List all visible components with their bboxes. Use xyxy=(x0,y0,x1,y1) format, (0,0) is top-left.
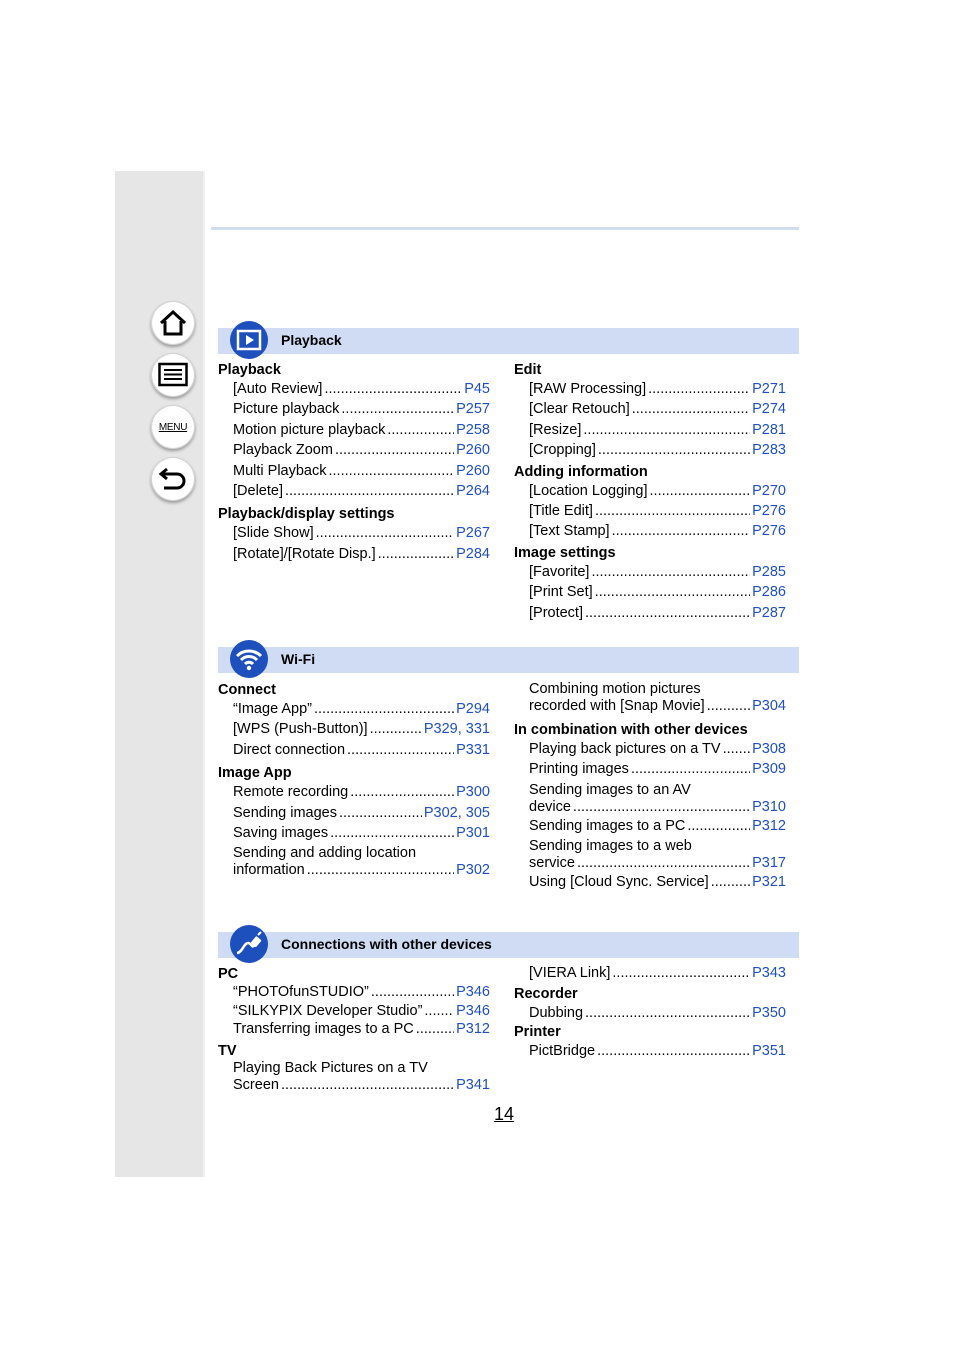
dot-leader xyxy=(595,501,750,521)
toc-entry[interactable] xyxy=(233,481,490,501)
dot-leader xyxy=(707,698,750,715)
entry-label: [Clear Retouch] xyxy=(529,401,630,418)
entry-label: Remote recording xyxy=(233,784,349,801)
dot-leader xyxy=(281,1077,454,1094)
toc-entry[interactable] xyxy=(529,963,786,983)
page-link[interactable]: P258 xyxy=(456,421,490,438)
dot-leader xyxy=(583,420,750,440)
dot-leader xyxy=(612,963,750,983)
entry-label: [VIERA Link] xyxy=(529,965,611,981)
toc-entry[interactable] xyxy=(233,420,490,440)
page-link[interactable]: P257 xyxy=(456,401,490,418)
entry-label: Sending images to a PC xyxy=(529,817,686,834)
toc-entry[interactable] xyxy=(233,845,490,879)
entry-label: [Auto Review] xyxy=(233,381,323,397)
entry-label: Direct connection xyxy=(233,741,346,758)
entry-label: Sending images to an AV xyxy=(529,781,691,798)
toc-entry[interactable] xyxy=(529,562,786,582)
group-heading: Connect xyxy=(218,682,276,698)
section-band-wifi xyxy=(218,647,799,673)
dot-leader xyxy=(585,1003,750,1023)
dot-leader xyxy=(650,481,751,501)
dot-leader xyxy=(687,816,750,836)
group-heading: TV xyxy=(218,1042,237,1059)
page-link[interactable]: P260 xyxy=(456,462,490,479)
toc-entry[interactable] xyxy=(233,440,490,460)
page-link[interactable]: P287 xyxy=(752,604,786,621)
page-link[interactable]: P276 xyxy=(752,502,786,519)
page-link[interactable]: P260 xyxy=(456,442,490,459)
wifi-icon xyxy=(230,640,268,678)
page-link[interactable]: P286 xyxy=(752,584,786,601)
dot-leader xyxy=(723,739,751,759)
entry-label: [Text Stamp] xyxy=(529,523,610,540)
entry-label: Playing Back Pictures on a TV xyxy=(233,1059,428,1076)
entry-label: Sending images xyxy=(233,804,337,821)
toc-entry[interactable] xyxy=(233,461,490,481)
entry-label: [Delete] xyxy=(233,482,283,499)
playback-right-column xyxy=(514,359,786,623)
entry-label: [Title Edit] xyxy=(529,502,593,519)
dot-leader xyxy=(285,481,454,501)
group-heading: In combination with other devices xyxy=(514,722,748,738)
connections-right-column xyxy=(514,963,786,1062)
menu-label: MENU xyxy=(158,421,188,433)
entry-label: recorded with [Snap Movie] xyxy=(529,698,705,714)
dot-leader xyxy=(316,523,455,543)
toc-entry[interactable] xyxy=(233,782,490,802)
page-link[interactable]: P308 xyxy=(752,741,786,757)
toc-entry[interactable] xyxy=(529,582,786,602)
page-link[interactable]: P270 xyxy=(752,482,786,499)
toc-entry[interactable] xyxy=(233,1060,490,1094)
entry-label: Playback Zoom xyxy=(233,442,333,459)
entry-label: “Image App” xyxy=(233,701,312,717)
toc-entry[interactable] xyxy=(529,872,786,892)
toc-entry[interactable] xyxy=(529,379,786,399)
page-link[interactable]: P351 xyxy=(752,1043,786,1060)
section-band-connections xyxy=(218,932,799,958)
section-band-playback xyxy=(218,328,799,354)
entry-label: [Protect] xyxy=(529,604,583,621)
entry-label: Using [Cloud Sync. Service] xyxy=(529,874,709,891)
page-link[interactable]: P350 xyxy=(752,1005,786,1021)
section-title: Wi-Fi xyxy=(281,651,316,667)
page-link[interactable]: P264 xyxy=(456,482,490,499)
page-link[interactable]: P283 xyxy=(752,442,786,459)
dot-leader xyxy=(378,544,454,564)
section-title: Playback xyxy=(281,332,342,348)
header-rule xyxy=(211,227,799,230)
toc-entry[interactable] xyxy=(529,603,786,623)
page-link[interactable]: P346 xyxy=(456,1002,490,1019)
group-heading: Image settings xyxy=(514,544,616,561)
group-heading: Edit xyxy=(514,362,542,378)
group-heading: Image App xyxy=(218,765,292,782)
connections-left-column xyxy=(218,963,490,1094)
page-link[interactable]: P285 xyxy=(752,563,786,580)
dot-leader xyxy=(314,699,454,719)
dot-leader xyxy=(573,799,750,816)
dot-leader xyxy=(585,603,750,623)
page-link[interactable]: P309 xyxy=(752,761,786,778)
dot-leader xyxy=(631,759,750,779)
page-link[interactable]: P302, 305 xyxy=(423,804,490,821)
page-link[interactable]: P302 xyxy=(456,862,490,879)
entry-label: “PHOTOfunSTUDIO” xyxy=(233,984,369,1000)
page-link[interactable]: P45 xyxy=(464,381,490,397)
dot-leader xyxy=(307,862,454,879)
entry-label: Printing images xyxy=(529,761,629,778)
toc-entry[interactable] xyxy=(529,481,786,501)
toc-entry[interactable] xyxy=(529,759,786,779)
toc-entry[interactable] xyxy=(233,740,490,760)
group-heading: Playback xyxy=(218,362,281,378)
toc-entry[interactable] xyxy=(233,379,490,399)
entry-label: Screen xyxy=(233,1076,279,1093)
page-link[interactable]: P310 xyxy=(752,798,786,815)
page-link[interactable]: P294 xyxy=(456,701,490,717)
connection-plug-icon xyxy=(230,925,268,963)
dot-leader xyxy=(371,983,454,1002)
dot-leader xyxy=(598,440,750,460)
toc-entry[interactable] xyxy=(233,544,490,564)
page-number: 14 xyxy=(494,1104,515,1124)
toc-entry[interactable] xyxy=(529,501,786,521)
entry-label: PictBridge xyxy=(529,1043,596,1060)
home-icon xyxy=(158,308,188,338)
entry-label: Multi Playback xyxy=(233,462,327,479)
entry-label: Transferring images to a PC xyxy=(233,1021,414,1037)
page-link[interactable]: P317 xyxy=(752,855,786,872)
toc-entry[interactable] xyxy=(233,719,490,739)
contents-button[interactable] xyxy=(151,353,195,397)
toc-entry[interactable] xyxy=(233,803,490,823)
dot-leader xyxy=(341,399,454,419)
page-link[interactable]: P300 xyxy=(456,784,490,801)
dot-leader xyxy=(328,461,454,481)
toc-entry[interactable] xyxy=(529,1003,786,1023)
dot-leader xyxy=(591,562,750,582)
dot-leader xyxy=(339,803,422,823)
entry-label: [Resize] xyxy=(529,421,582,438)
page-link[interactable]: P346 xyxy=(456,984,490,1000)
toc-entry[interactable] xyxy=(529,399,786,419)
toc-entry[interactable] xyxy=(233,823,490,843)
entry-label: Saving images xyxy=(233,824,329,841)
toc-entry[interactable] xyxy=(529,739,786,759)
entry-label: [Slide Show] xyxy=(233,525,314,542)
wifi-right-column xyxy=(514,681,786,893)
entry-label: [Favorite] xyxy=(529,563,590,580)
toc-entry[interactable] xyxy=(233,523,490,543)
page-link[interactable]: P267 xyxy=(456,525,490,542)
dot-leader xyxy=(595,582,750,602)
dot-leader xyxy=(632,399,750,419)
page-link[interactable]: P274 xyxy=(752,401,786,418)
group-heading: Recorder xyxy=(514,986,578,1002)
dot-leader xyxy=(424,1002,454,1021)
page-link[interactable]: P312 xyxy=(456,1021,490,1037)
page-link[interactable]: P341 xyxy=(456,1076,490,1093)
entry-label: [Rotate]/[Rotate Disp.] xyxy=(233,545,376,562)
dot-leader xyxy=(370,719,422,739)
entry-label: [Print Set] xyxy=(529,584,593,601)
entry-label: Combining motion pictures xyxy=(529,681,701,697)
toc-entry[interactable] xyxy=(529,838,786,872)
toc-entry[interactable] xyxy=(233,1020,490,1039)
group-heading: Playback/display settings xyxy=(218,506,395,523)
dot-leader xyxy=(387,420,454,440)
dot-leader xyxy=(612,521,751,541)
entry-label: information xyxy=(233,862,305,879)
toc-entry[interactable] xyxy=(529,1041,786,1061)
toc-entry[interactable] xyxy=(233,699,490,719)
dot-leader xyxy=(347,740,454,760)
page-link[interactable]: P321 xyxy=(752,874,786,891)
toc-entry[interactable] xyxy=(233,399,490,419)
toc-entry[interactable] xyxy=(529,521,786,541)
list-icon xyxy=(158,362,188,388)
page-link[interactable]: P312 xyxy=(752,817,786,834)
group-heading: Adding information xyxy=(514,463,648,480)
return-arrow-icon xyxy=(158,465,188,493)
toc-entry[interactable] xyxy=(233,1002,490,1021)
playback-left-column xyxy=(218,359,490,564)
sidebar-divider xyxy=(203,171,205,1177)
entry-label: device xyxy=(529,798,571,815)
page-link[interactable]: P281 xyxy=(752,421,786,438)
dot-leader xyxy=(648,379,750,399)
home-button[interactable] xyxy=(151,301,195,345)
toc-entry[interactable] xyxy=(529,420,786,440)
toc-entry[interactable] xyxy=(529,816,786,836)
toc-entry[interactable] xyxy=(529,440,786,460)
dot-leader xyxy=(324,379,462,399)
page-link[interactable]: P276 xyxy=(752,523,786,540)
dot-leader xyxy=(335,440,454,460)
entry-label: “SILKYPIX Developer Studio” xyxy=(233,1002,423,1019)
entry-label: Playing back pictures on a TV xyxy=(529,741,721,757)
dot-leader xyxy=(416,1020,454,1039)
page-link[interactable]: P301 xyxy=(456,824,490,841)
entry-label: Sending and adding location xyxy=(233,845,417,862)
entry-label: [RAW Processing] xyxy=(529,381,647,397)
dot-leader xyxy=(577,855,750,872)
section-title: Connections with other devices xyxy=(281,936,492,952)
entry-label: Picture playback xyxy=(233,401,340,418)
menu-button[interactable] xyxy=(151,405,195,449)
entry-label: [WPS (Push-Button)] xyxy=(233,721,368,738)
entry-label: [Location Logging] xyxy=(529,482,648,499)
page-link[interactable]: P343 xyxy=(752,965,786,981)
page-link[interactable]: P304 xyxy=(752,698,786,714)
toc-entry[interactable] xyxy=(529,782,786,816)
playback-icon xyxy=(230,321,268,359)
entry-label: Sending images to a web xyxy=(529,838,692,855)
wifi-left-column xyxy=(218,679,490,879)
toc-entry[interactable] xyxy=(233,983,490,1002)
page-link[interactable]: P329, 331 xyxy=(423,721,490,738)
entry-label: Dubbing xyxy=(529,1005,584,1021)
back-button[interactable] xyxy=(151,457,195,501)
entry-label: [Cropping] xyxy=(529,442,596,459)
page-link[interactable]: P331 xyxy=(456,741,490,758)
entry-label: Motion picture playback xyxy=(233,421,386,438)
entry-label: service xyxy=(529,855,575,872)
dot-leader xyxy=(711,872,750,892)
group-heading: PC xyxy=(218,966,239,982)
dot-leader xyxy=(597,1041,750,1061)
dot-leader xyxy=(350,782,454,802)
group-heading: Printer xyxy=(514,1024,561,1041)
page-link[interactable]: P284 xyxy=(456,545,490,562)
toc-entry[interactable] xyxy=(529,681,786,715)
page-link[interactable]: P271 xyxy=(752,381,786,397)
dot-leader xyxy=(330,823,454,843)
